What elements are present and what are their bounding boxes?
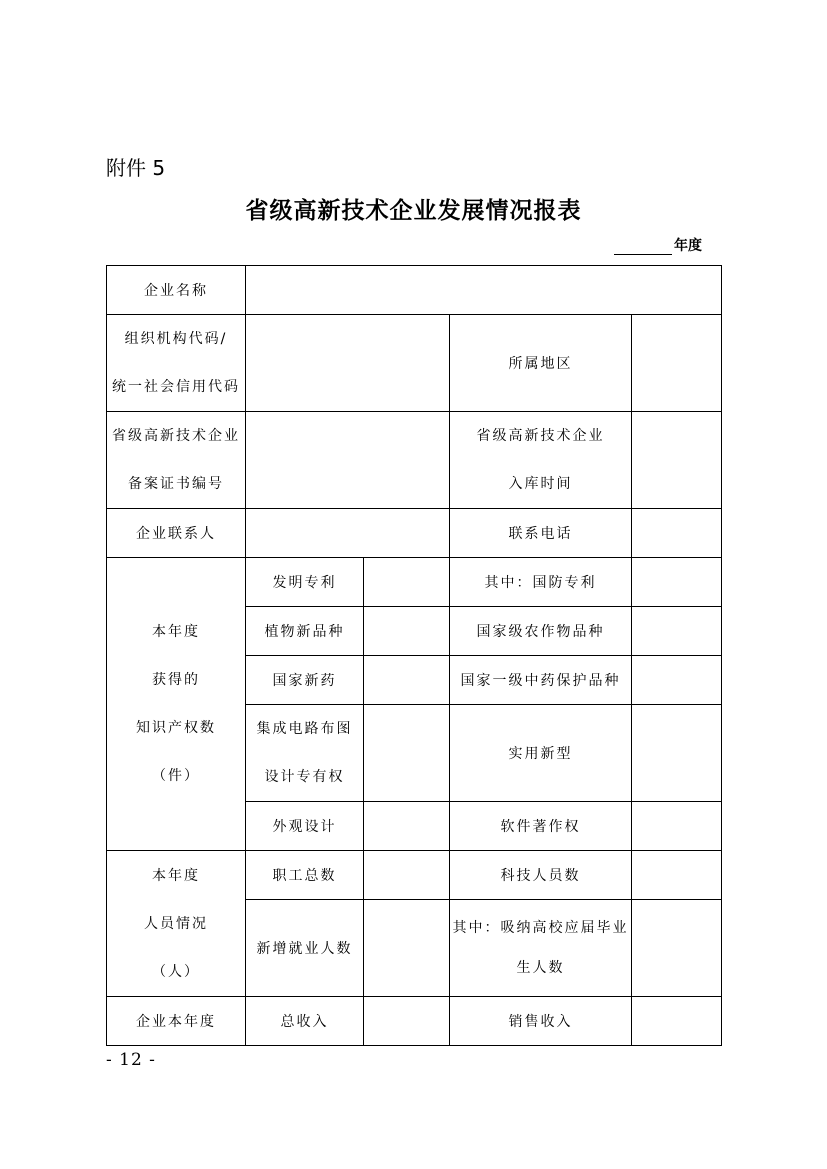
cert-no-line1: 省级高新技术企业 — [112, 428, 240, 444]
total-revenue-value[interactable] — [364, 997, 450, 1046]
design-label: 外观设计 — [246, 802, 364, 851]
ip-group-line3: 知识产权数 — [136, 720, 216, 736]
staff-group-line3: （人） — [152, 963, 200, 980]
new-employment-value[interactable] — [364, 900, 450, 997]
org-code-label — [107, 315, 246, 412]
staff-group-line2: 人员情况 — [144, 915, 208, 932]
plant-variety-label: 植物新品种 — [246, 607, 364, 656]
tcm-protection-label: 国家一级中药保护品种 — [450, 656, 632, 705]
table-row — [107, 266, 722, 315]
table-row — [107, 315, 722, 412]
graduates-value[interactable] — [632, 900, 722, 997]
year-suffix: 年度 — [674, 238, 702, 254]
new-drug-value[interactable] — [364, 656, 450, 705]
report-table — [106, 265, 722, 1046]
org-code-line1: 组织机构代码/ — [124, 331, 228, 347]
region-label: 所属地区 — [450, 315, 632, 412]
national-crop-variety-label: 国家级农作物品种 — [450, 607, 632, 656]
page-title: 省级高新技术企业发展情况报表 — [245, 198, 582, 224]
ic-layout-line1: 集成电路布图 — [256, 721, 353, 737]
table-row — [107, 412, 722, 509]
phone-value[interactable] — [632, 509, 722, 558]
design-value[interactable] — [364, 802, 450, 851]
table-row — [107, 851, 722, 900]
total-revenue-label: 总收入 — [246, 997, 364, 1046]
invention-patent-value[interactable] — [364, 558, 450, 607]
cert-no-label — [107, 412, 246, 509]
ip-group-label — [107, 558, 246, 851]
page-number: - 12 - — [106, 1050, 156, 1070]
sales-revenue-label: 销售收入 — [450, 997, 632, 1046]
tech-staff-value[interactable] — [632, 851, 722, 900]
total-staff-value[interactable] — [364, 851, 450, 900]
graduates-line1: 其中：吸纳高校应届毕业 — [452, 920, 629, 936]
company-name-value[interactable] — [246, 266, 722, 315]
region-value[interactable] — [632, 315, 722, 412]
new-drug-label: 国家新药 — [246, 656, 364, 705]
storage-time-label — [450, 412, 632, 509]
utility-model-value[interactable] — [632, 705, 722, 802]
invention-patent-label: 发明专利 — [246, 558, 364, 607]
graduates-line2: 生人数 — [516, 960, 565, 976]
defense-patent-label: 其中：国防专利 — [450, 558, 632, 607]
phone-label: 联系电话 — [450, 509, 632, 558]
staff-group-line1: 本年度 — [152, 867, 200, 884]
ic-layout-value[interactable] — [364, 705, 450, 802]
storage-time-value[interactable] — [632, 412, 722, 509]
tcm-protection-value[interactable] — [632, 656, 722, 705]
ic-layout-line2: 设计专有权 — [264, 769, 345, 785]
total-staff-label: 职工总数 — [246, 851, 364, 900]
cert-no-line2: 备案证书编号 — [128, 476, 224, 492]
staff-group-label — [107, 851, 246, 997]
new-employment-label: 新增就业人数 — [246, 900, 364, 997]
ip-group-line4: （件） — [152, 768, 200, 784]
org-code-line2: 统一社会信用代码 — [112, 379, 240, 395]
utility-model-label: 实用新型 — [450, 705, 632, 802]
table-row — [107, 509, 722, 558]
ip-group-line1: 本年度 — [152, 624, 200, 640]
contact-label: 企业联系人 — [107, 509, 246, 558]
contact-value[interactable] — [246, 509, 450, 558]
year-field — [614, 235, 702, 255]
software-copyright-value[interactable] — [632, 802, 722, 851]
cert-no-value[interactable] — [246, 412, 450, 509]
tech-staff-label: 科技人员数 — [450, 851, 632, 900]
table-row — [107, 558, 722, 607]
company-name-label: 企业名称 — [107, 266, 246, 315]
software-copyright-label: 软件著作权 — [450, 802, 632, 851]
finance-group-label: 企业本年度 — [107, 997, 246, 1046]
storage-time-line1: 省级高新技术企业 — [476, 428, 605, 444]
attachment-label: 附件 5 — [106, 156, 166, 180]
ip-group-line2: 获得的 — [152, 672, 200, 688]
org-code-value[interactable] — [246, 315, 450, 412]
table-row — [107, 997, 722, 1046]
sales-revenue-value[interactable] — [632, 997, 722, 1046]
graduates-label — [450, 900, 632, 997]
defense-patent-value[interactable] — [632, 558, 722, 607]
plant-variety-value[interactable] — [364, 607, 450, 656]
ic-layout-label — [246, 705, 364, 802]
year-blank[interactable] — [614, 240, 672, 255]
national-crop-variety-value[interactable] — [632, 607, 722, 656]
storage-time-line2: 入库时间 — [508, 476, 573, 492]
